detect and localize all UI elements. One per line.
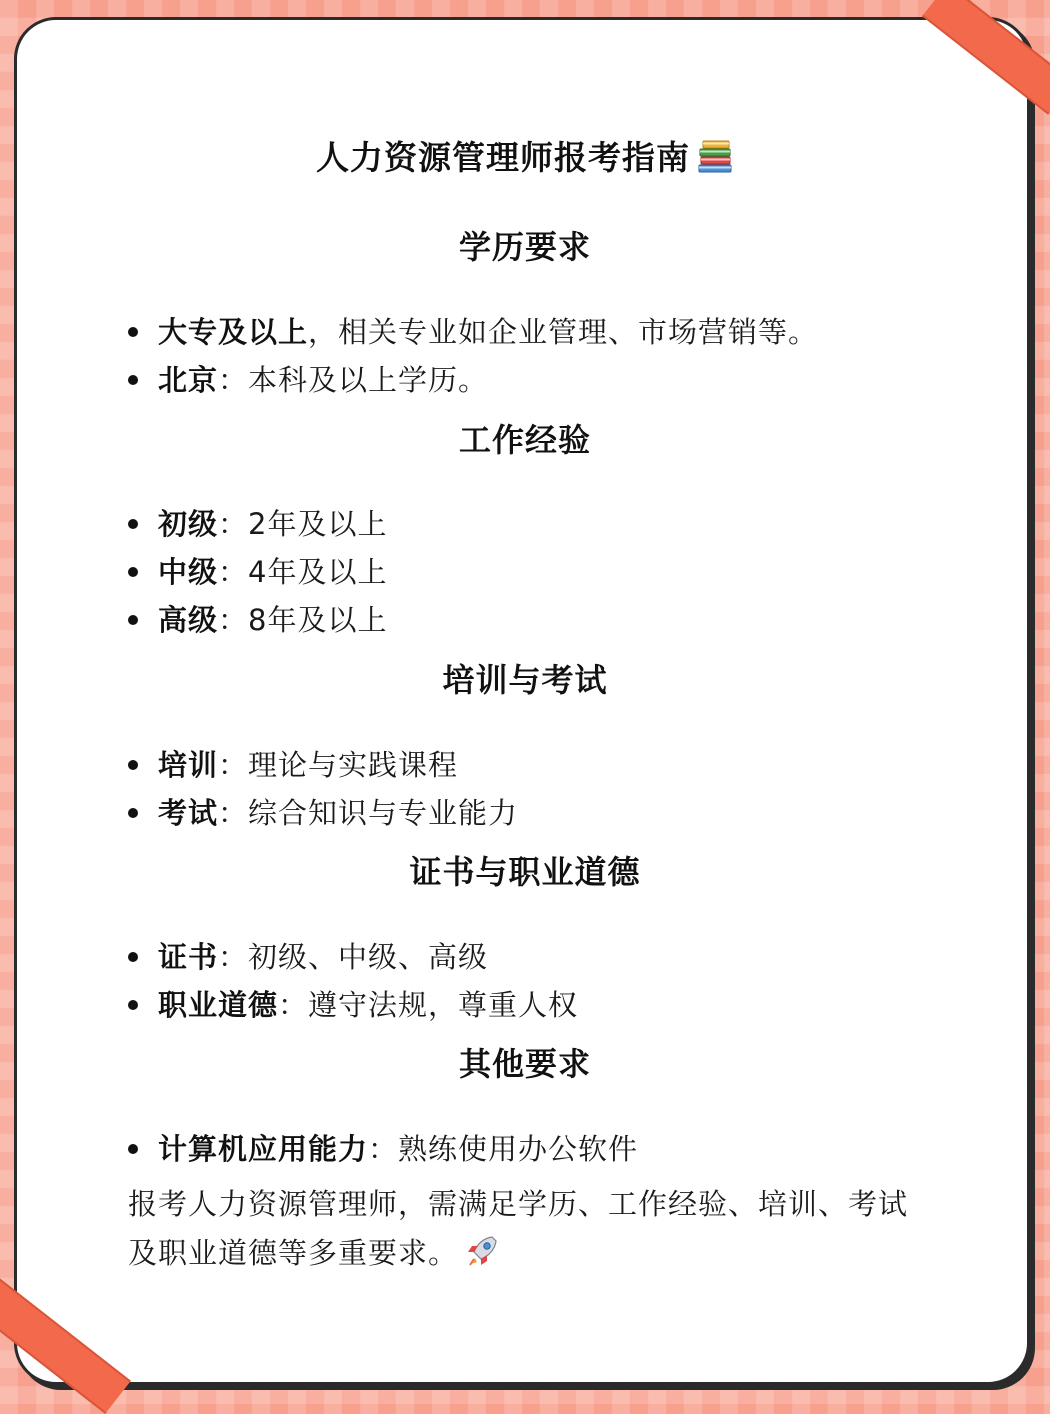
item-key: 培训	[158, 748, 219, 782]
bullet-icon	[128, 808, 138, 818]
item-text: ：理论与实践课程	[218, 748, 459, 782]
bullet-icon	[128, 760, 138, 770]
item-text: ：熟练使用办公软件	[368, 1132, 639, 1166]
list-item	[128, 791, 518, 832]
item-text: ：4年及以上	[218, 555, 388, 589]
list-item	[128, 983, 578, 1024]
item-key: 考试	[158, 796, 219, 830]
item-key: 高级	[158, 603, 219, 637]
list-item	[128, 1127, 638, 1168]
page-title-text: 人力资源管理师报考指南	[316, 138, 690, 177]
books-icon	[696, 139, 734, 175]
list-item	[128, 502, 387, 543]
bullet-icon	[128, 1000, 138, 1010]
rocket-icon	[462, 1231, 502, 1271]
item-key: 中级	[158, 555, 219, 589]
item-text: ，相关专业如企业管理、市场营销等。	[308, 315, 819, 349]
item-key: 计算机应用能力	[158, 1132, 369, 1166]
bullet-icon	[128, 615, 138, 625]
summary-paragraph	[128, 1180, 928, 1278]
bullet-icon	[128, 567, 138, 577]
bullet-icon	[128, 1144, 138, 1154]
item-text: ：初级、中级、高级	[218, 940, 489, 974]
bullet-icon	[128, 519, 138, 529]
bullet-icon	[128, 327, 138, 337]
section-heading-other: 其他要求	[458, 1045, 591, 1083]
section-heading-training: 培训与考试	[442, 661, 608, 699]
bullet-icon	[128, 375, 138, 385]
item-text: ：本科及以上学历。	[218, 363, 489, 397]
list-item	[128, 935, 488, 976]
summary-text: 报考人力资源管理师，需满足学历、工作经验、培训、考试及职业道德等多重要求。	[128, 1187, 909, 1270]
section-heading-education: 学历要求	[458, 228, 591, 266]
list-item	[128, 310, 818, 351]
item-key: 初级	[158, 507, 219, 541]
item-key: 职业道德	[158, 988, 279, 1022]
list-item	[128, 598, 387, 639]
bullet-icon	[128, 952, 138, 962]
item-text: ：遵守法规，尊重人权	[278, 988, 579, 1022]
list-item	[128, 358, 488, 399]
list-item	[128, 550, 387, 591]
item-text: ：综合知识与专业能力	[218, 796, 519, 830]
item-key: 北京	[158, 363, 219, 397]
item-text: ：8年及以上	[218, 603, 388, 637]
item-key: 证书	[158, 940, 219, 974]
item-key: 大专及以上	[158, 315, 309, 349]
item-text: ：2年及以上	[218, 507, 388, 541]
section-heading-certificate: 证书与职业道德	[409, 853, 641, 891]
page-title	[0, 132, 1050, 179]
section-heading-experience: 工作经验	[458, 421, 591, 459]
list-item	[128, 743, 458, 784]
